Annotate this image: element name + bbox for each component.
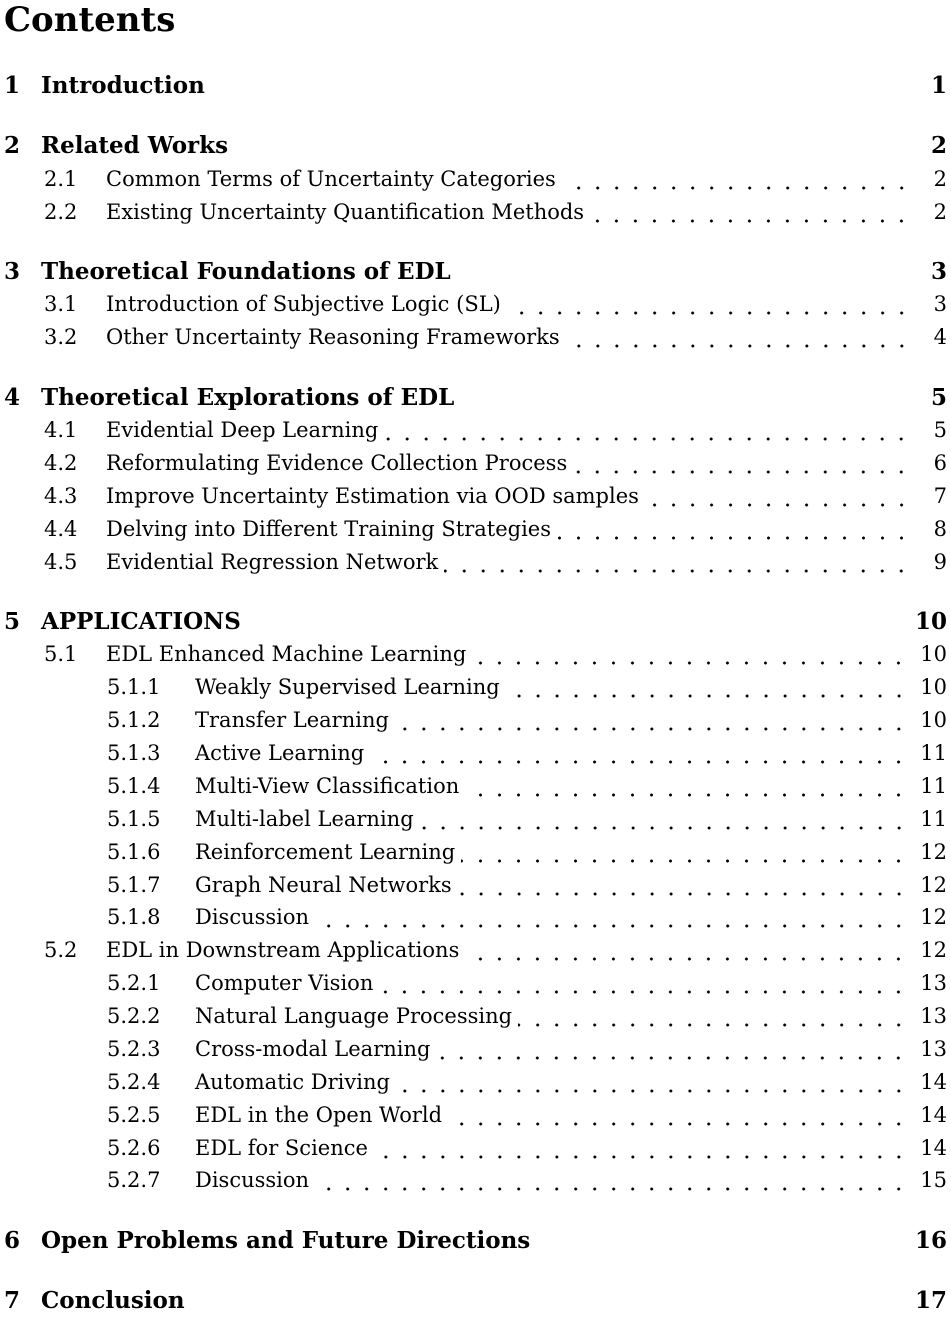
toc-subsubsection-entry[interactable] [0, 1132, 947, 1164]
toc-entry-title: EDL Enhanced Machine Learning [106, 642, 467, 666]
toc-entry-title: Natural Language Processing [195, 1004, 513, 1028]
dot-leader [436, 1033, 908, 1065]
toc-entry-page-number: 5 [933, 418, 947, 442]
toc-entry-page-number: 14 [920, 1070, 947, 1094]
toc-entry-number: 5.1.7 [107, 873, 161, 897]
toc-subsection-entry[interactable] [0, 288, 947, 320]
dot-leader [315, 1164, 908, 1196]
toc-entry-number: 5.1.2 [107, 708, 161, 732]
dot-leader [518, 1000, 908, 1032]
toc-subsection-entry[interactable] [0, 163, 947, 195]
toc-entry-title: Evidential Regression Network [106, 550, 439, 574]
toc-entry-title: Reformulating Evidence Collection Process [106, 451, 568, 475]
toc-entry-title: EDL in Downstream Applications [106, 938, 460, 962]
toc-entry-page-number: 10 [914, 607, 947, 635]
toc-entry-title: Theoretical Foundations of EDL [41, 257, 451, 285]
page-title: Contents [4, 0, 176, 40]
toc-entry-title: Introduction of Subjective Logic (SL) [106, 292, 501, 316]
toc-entry-page-number: 4 [933, 325, 947, 349]
toc-section-entry[interactable] [0, 1284, 947, 1316]
dot-leader [379, 967, 908, 999]
toc-entry-page-number: 2 [930, 131, 947, 159]
toc-entry-title: Open Problems and Future Directions [41, 1226, 531, 1254]
toc-entry-number: 5.2.1 [107, 971, 161, 995]
toc-entry-number: 5.2.7 [107, 1168, 161, 1192]
toc-entry-number: 5.2.2 [107, 1004, 161, 1028]
toc-subsection-entry[interactable] [0, 513, 947, 545]
toc-entry-page-number: 10 [920, 708, 947, 732]
toc-entry-page-number: 14 [920, 1103, 947, 1127]
toc-section-entry[interactable] [0, 129, 947, 161]
toc-entry-number: 5.1.8 [107, 905, 161, 929]
toc-entry-page-number: 13 [920, 1037, 947, 1061]
toc-subsection-entry[interactable] [0, 414, 947, 446]
toc-subsection-entry[interactable] [0, 321, 947, 353]
toc-entry-number: 6 [4, 1226, 21, 1254]
toc-entry-page-number: 11 [920, 741, 947, 765]
toc-entry-title: Multi-label Learning [195, 807, 414, 831]
toc-entry-page-number: 10 [920, 642, 947, 666]
toc-entry-title: Other Uncertainty Reasoning Frameworks [106, 325, 560, 349]
dot-leader [507, 288, 911, 320]
toc-entry-title: Multi-View Classification [195, 774, 460, 798]
toc-entry-number: 5.2.5 [107, 1103, 161, 1127]
toc-subsection-entry[interactable] [0, 934, 947, 966]
toc-entry-title: Conclusion [41, 1286, 185, 1314]
toc-entry-number: 4.3 [44, 484, 78, 508]
dot-leader [645, 480, 911, 512]
toc-entry-title: APPLICATIONS [41, 607, 241, 635]
toc-entry-page-number: 5 [930, 383, 947, 411]
dot-leader [458, 869, 909, 901]
toc-entry-number: 2 [4, 131, 21, 159]
dot-leader [461, 836, 908, 868]
toc-entry-number: 5.2.4 [107, 1070, 161, 1094]
toc-entry-title: Cross-modal Learning [195, 1037, 431, 1061]
toc-subsubsection-entry[interactable] [0, 1164, 947, 1196]
toc-entry-number: 5 [4, 607, 21, 635]
toc-entry-title: EDL for Science [195, 1136, 368, 1160]
toc-subsubsection-entry[interactable] [0, 671, 947, 703]
toc-entry-number: 4.1 [44, 418, 78, 442]
toc-section-entry[interactable] [0, 1224, 947, 1256]
toc-entry-number: 4.2 [44, 451, 78, 475]
toc-entry-page-number: 3 [933, 292, 947, 316]
toc-section-entry[interactable] [0, 605, 947, 637]
dot-leader [573, 447, 911, 479]
toc-subsection-entry[interactable] [0, 546, 947, 578]
dot-leader [395, 704, 908, 736]
toc-entry-title: Automatic Driving [195, 1070, 390, 1094]
toc-entry-title: Common Terms of Uncertainty Categories [106, 167, 556, 191]
toc-entry-page-number: 10 [920, 675, 947, 699]
toc-entry-number: 2.1 [44, 167, 78, 191]
toc-subsubsection-entry[interactable] [0, 1033, 947, 1065]
toc-subsection-entry[interactable] [0, 447, 947, 479]
toc-subsubsection-entry[interactable] [0, 869, 947, 901]
toc-entry-title: Delving into Different Training Strategies [106, 517, 551, 541]
toc-entry-page-number: 13 [920, 1004, 947, 1028]
toc-entry-page-number: 12 [920, 840, 947, 864]
toc-entry-title: Computer Vision [195, 971, 374, 995]
toc-entry-number: 1 [4, 71, 21, 99]
toc-entry-number: 5.2.6 [107, 1136, 161, 1160]
toc-entry-number: 7 [4, 1286, 21, 1314]
toc-entry-title: Theoretical Explorations of EDL [41, 383, 455, 411]
toc-subsection-entry[interactable] [0, 638, 947, 670]
toc-entry-title: Discussion [195, 905, 310, 929]
toc-entry-title: Reinforcement Learning [195, 840, 456, 864]
toc-entry-page-number: 9 [933, 550, 947, 574]
toc-entry-page-number: 12 [920, 873, 947, 897]
toc-entry-number: 3 [4, 257, 21, 285]
toc-entry-number: 3.2 [44, 325, 78, 349]
toc-subsection-entry[interactable] [0, 480, 947, 512]
dot-leader [566, 321, 911, 353]
toc-subsubsection-entry[interactable] [0, 967, 947, 999]
toc-subsection-entry[interactable] [0, 196, 947, 228]
toc-entry-title: Existing Uncertainty Quantification Methods [106, 200, 585, 224]
toc-subsubsection-entry[interactable] [0, 1066, 947, 1098]
toc-entry-page-number: 7 [933, 484, 947, 508]
toc-entry-number: 5.2 [44, 938, 78, 962]
toc-entry-title: Introduction [41, 71, 205, 99]
toc-entry-number: 2.2 [44, 200, 78, 224]
dot-leader [315, 901, 908, 933]
toc-section-entry[interactable] [0, 381, 947, 413]
toc-entry-title: Graph Neural Networks [195, 873, 452, 897]
toc-entry-page-number: 1 [930, 71, 947, 99]
toc-entry-number: 3.1 [44, 292, 78, 316]
toc-subsubsection-entry[interactable] [0, 901, 947, 933]
dot-leader [448, 1099, 908, 1131]
dot-leader [420, 803, 909, 835]
toc-subsubsection-entry[interactable] [0, 1000, 947, 1032]
toc-entry-page-number: 17 [914, 1286, 947, 1314]
toc-section-entry[interactable] [0, 255, 947, 287]
toc-entry-title: Discussion [195, 1168, 310, 1192]
dot-leader [396, 1066, 908, 1098]
dot-leader [384, 414, 911, 446]
toc-subsubsection-entry[interactable] [0, 770, 947, 802]
dot-leader [562, 163, 911, 195]
toc-entry-page-number: 15 [920, 1168, 947, 1192]
dot-leader [465, 934, 908, 966]
toc-subsubsection-entry[interactable] [0, 1099, 947, 1131]
toc-entry-title: Improve Uncertainty Estimation via OOD samples [106, 484, 639, 508]
toc-entry-title: Related Works [41, 131, 229, 159]
dot-leader [472, 638, 908, 670]
toc-entry-number: 5.1.4 [107, 774, 161, 798]
toc-subsubsection-entry[interactable] [0, 704, 947, 736]
dot-leader [374, 1132, 908, 1164]
toc-entry-title: EDL in the Open World [195, 1103, 443, 1127]
toc-entry-page-number: 3 [930, 257, 947, 285]
toc-entry-number: 5.1.5 [107, 807, 161, 831]
toc-entry-number: 5.1.6 [107, 840, 161, 864]
toc-entry-number: 4.5 [44, 550, 78, 574]
toc-entry-number: 4.4 [44, 517, 78, 541]
toc-entry-number: 5.1 [44, 642, 78, 666]
toc-entry-number: 5.2.3 [107, 1037, 161, 1061]
toc-entry-title: Transfer Learning [195, 708, 389, 732]
toc-entry-page-number: 8 [933, 517, 947, 541]
toc-subsubsection-entry[interactable] [0, 803, 947, 835]
toc-section-entry[interactable] [0, 69, 947, 101]
dot-leader [444, 546, 911, 578]
toc-entry-page-number: 13 [920, 971, 947, 995]
toc-entry-number: 5.1.1 [107, 675, 161, 699]
dot-leader [370, 737, 908, 769]
toc-entry-page-number: 16 [914, 1226, 947, 1254]
toc-entry-title: Evidential Deep Learning [106, 418, 379, 442]
toc-entry-page-number: 2 [933, 167, 947, 191]
dot-leader [506, 671, 909, 703]
dot-leader [557, 513, 911, 545]
toc-entry-number: 4 [4, 383, 21, 411]
toc-entry-page-number: 2 [933, 200, 947, 224]
toc-subsubsection-entry[interactable] [0, 836, 947, 868]
toc-entry-page-number: 11 [920, 807, 947, 831]
toc-entry-number: 5.1.3 [107, 741, 161, 765]
toc-entry-page-number: 6 [933, 451, 947, 475]
toc-entry-page-number: 12 [920, 905, 947, 929]
toc-subsubsection-entry[interactable] [0, 737, 947, 769]
dot-leader [465, 770, 908, 802]
toc-entry-page-number: 12 [920, 938, 947, 962]
toc-entry-title: Active Learning [195, 741, 365, 765]
toc-entry-title: Weakly Supervised Learning [195, 675, 500, 699]
toc-entry-page-number: 11 [920, 774, 947, 798]
dot-leader [590, 196, 911, 228]
toc-entry-page-number: 14 [920, 1136, 947, 1160]
